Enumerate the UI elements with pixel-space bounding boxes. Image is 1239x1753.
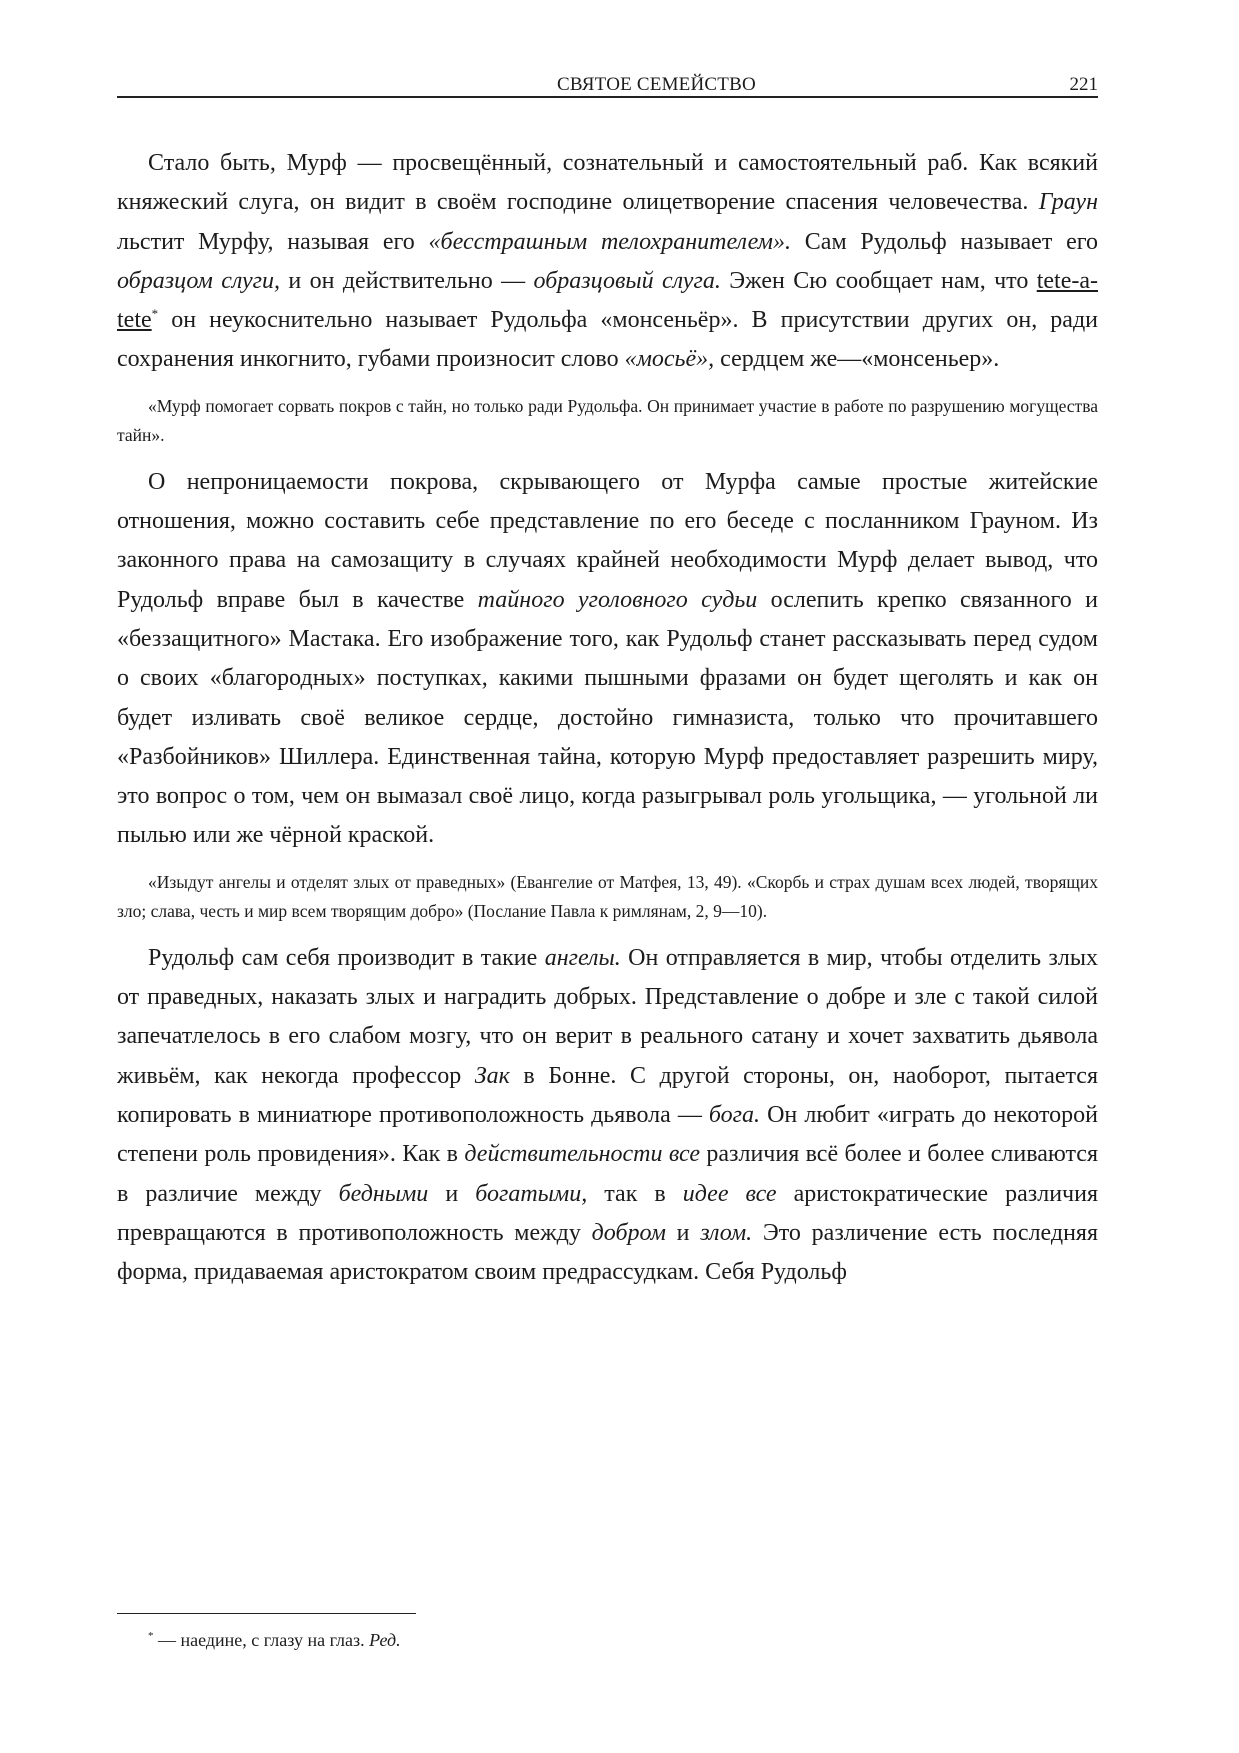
running-header-title: СВЯТОЕ СЕМЕЙСТВО: [557, 74, 756, 95]
page-body: [117, 144, 1098, 1292]
footnote-text: — наедине, с глазу на глаз.: [153, 1630, 370, 1650]
page-number: 221: [1069, 74, 1098, 95]
paragraph-2: О непроницаемости покрова, скрывающего от Мурфа самые простые житейские отношения, можно составить себе представление по его беседе с посланником Грауном. Из законного права на самозащиту в случаях крайней необходимости Мурф делает вывод, что Рудольф вправе был в качестве тайного уголовного судьи ослепить крепко связанного и «беззащитного» Мастака. Его изображение того, как Рудольф станет рассказывать перед судом о своих «благородных» поступках, какими пышными фразами он будет щеголять и как он будет изливать своё великое сердце, достойно гимназиста, только что прочитавшего «Разбойников» Шиллера. Единственная тайна, которую Мурф предоставляет разрешить миру, это вопрос о том, чем он вымазал своё лицо, когда разыгрывал роль угольщика, — угольной ли пылью или же чёрной краской.: [117, 468, 1099, 849]
footnote: [148, 1630, 401, 1651]
foreign-phrase: tete-a-tete: [117, 267, 1098, 334]
paragraph-3: Рудольф сам себя производит в такие ангелы. Он отправляется в мир, чтобы отделить злых от праведных, наказать злых и наградить добрых. Представление о добре и зле с такой силой запечатлелось в его слабом мозгу, что он верит в реального сатану и хочет захватить дьявола живьём, как некогда профессор Зак в Бонне. С другой стороны, он, наоборот, пытается копировать в миниатюре противоположность дьявола — бога. Он любит «играть до некоторой степени роль провидения». Как в действительности все различия всё более и более сливаются в различие между бедными и богатыми, так в идее все аристократические различия превращаются в противоположность между добром и злом. Это различение есть последняя форма, придаваемая аристократом своим предрассудкам. Себя Рудольф: [117, 944, 1099, 1286]
block-quote-2: «Изыдут ангелы и отделят злых от праведных» (Евангелие от Матфея, 13, 49). «Скорбь и страх душам всех людей, творящих зло; слава, честь и мир всем творящим добро» (Послание Павла к римлянам, 2, 9—10).: [117, 871, 1098, 921]
running-header: [117, 70, 1098, 98]
footnote-editor: Ред.: [369, 1630, 401, 1650]
block-quote-1: «Мурф помогает сорвать покров с тайн, но только ради Рудольфа. Он принимает участие в работе по разрушению могущества тайн».: [117, 395, 1098, 445]
footnote-divider: [117, 1613, 416, 1614]
footnote-reference[interactable]: *: [151, 306, 159, 322]
paragraph-1: Стало быть, Мурф — просвещённый, сознательный и самостоятельный раб. Как всякий княжеский слуга, он видит в своём господине олицетворение спасения человечества. Граун льстит Мурфу, называя его «бесстрашным телохранителем». Сам Рудольф называет его образцом слуги, и он действительно — образцовый слуга. Эжен Сю сообщает нам, что tete-a-tete* он неукоснительно называет Рудольфа «монсеньёр». В присутствии других он, ради сохранения инкогнито, губами произносит слово «мосьё», сердцем же—«монсеньер».: [117, 150, 1098, 373]
footnote-mark: *: [148, 1630, 154, 1642]
